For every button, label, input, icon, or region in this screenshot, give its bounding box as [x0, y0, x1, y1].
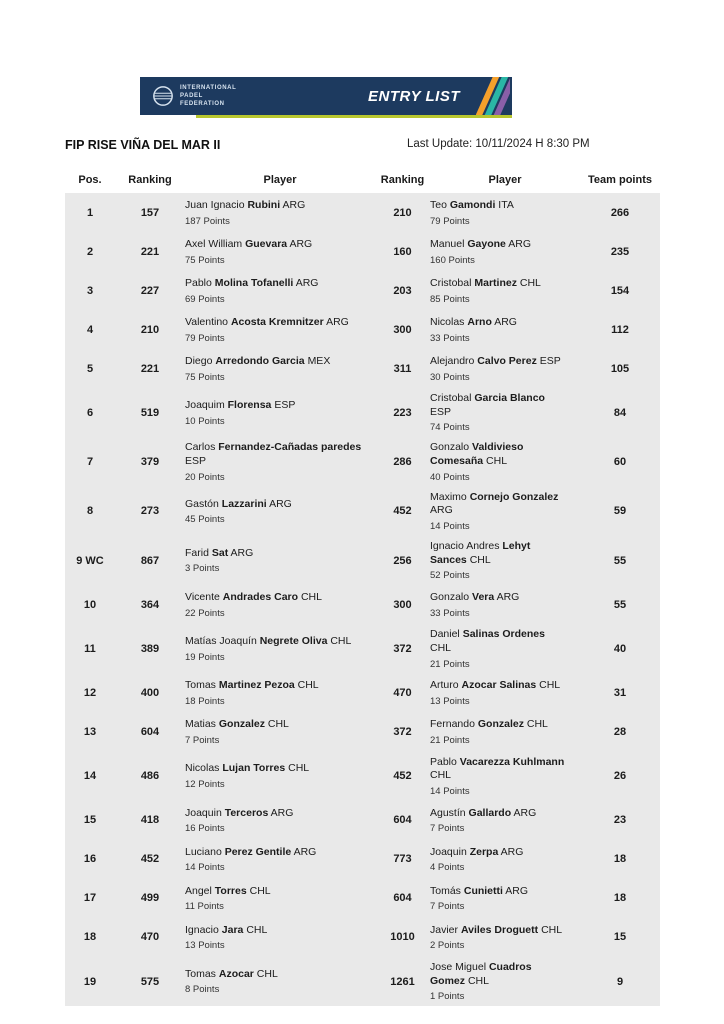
player-2-points: 7 Points [430, 823, 465, 835]
player-1-points: 18 Points [185, 695, 225, 707]
position-cell: 2 [86, 245, 94, 258]
player-2-name: Javier Aviles Droguett CHL [430, 923, 563, 936]
player-cell-1 [185, 399, 375, 427]
table-row [65, 193, 660, 232]
team-points-cell: 28 [613, 726, 627, 739]
ranking-cell-2: 256 [393, 554, 412, 567]
team-points-cell: 26 [613, 770, 627, 783]
ranking-cell-1: 273 [140, 505, 160, 518]
player-1-name: Vicente Andrades Caro CHL [185, 590, 322, 603]
ranking-cell-2: 604 [393, 892, 412, 905]
player-2-points: 14 Points [430, 785, 470, 797]
player-cell-2 [430, 277, 580, 305]
team-points-cell: 31 [613, 687, 627, 700]
player-2-points: 74 Points [430, 422, 470, 434]
player-1-name: Matías Joaquín Negrete Oliva CHL [185, 635, 352, 648]
table-row [65, 752, 660, 801]
player-2-points: 13 Points [430, 695, 470, 707]
table-row [65, 879, 660, 918]
logo-line-2: PADEL [180, 92, 203, 99]
ranking-cell-2: 160 [393, 245, 412, 258]
position-cell: 11 [84, 642, 96, 655]
player-1-name: Pablo Molina Tofanelli ARG [185, 276, 319, 289]
ranking-cell-2: 203 [393, 284, 412, 297]
player-1-points: 12 Points [185, 779, 225, 791]
player-cell-1 [185, 679, 375, 707]
logo-line-3: FEDERATION [180, 101, 225, 108]
player-cell-1 [185, 635, 375, 663]
player-cell-1 [185, 355, 375, 383]
col-header-player-1: Player [263, 174, 297, 186]
ranking-cell-1: 486 [140, 770, 160, 783]
team-points-cell: 18 [613, 892, 627, 905]
position-cell: 5 [86, 362, 94, 375]
team-points-cell: 112 [611, 323, 629, 336]
last-update: Last Update: 10/11/2024 H 8:30 PM [407, 138, 590, 150]
player-cell-1 [185, 277, 375, 305]
ranking-cell-2: 1261 [390, 975, 415, 988]
player-2-points: 2 Points [430, 940, 465, 952]
player-2-name: Jose Miguel Cuadros Gomez CHL [430, 960, 532, 987]
player-cell-1 [185, 591, 375, 619]
ranking-cell-2: 372 [393, 726, 412, 739]
player-1-name: Ignacio Jara CHL [185, 923, 268, 936]
player-1-name: Diego Arredondo Garcia MEX [185, 354, 331, 367]
ranking-cell-2: 452 [393, 505, 412, 518]
table-row [65, 536, 660, 585]
player-1-points: 19 Points [185, 651, 225, 663]
team-points-cell: 15 [613, 931, 627, 944]
player-1-points: 20 Points [185, 471, 225, 483]
ipf-logo [140, 84, 236, 108]
position-cell: 6 [86, 406, 94, 419]
player-2-points: 33 Points [430, 607, 470, 619]
ranking-cell-1: 221 [140, 362, 160, 375]
player-1-points: 75 Points [185, 371, 225, 383]
table-row [65, 801, 660, 840]
player-cell-1 [185, 968, 375, 996]
ranking-cell-2: 470 [393, 687, 412, 700]
ranking-cell-2: 604 [393, 814, 412, 827]
team-points-cell: 235 [610, 245, 630, 258]
player-2-points: 52 Points [430, 570, 470, 582]
table-body [65, 193, 660, 1006]
ranking-cell-2: 452 [393, 770, 412, 783]
player-1-points: 75 Points [185, 254, 225, 266]
table-row [65, 918, 660, 957]
player-cell-1 [185, 441, 375, 482]
player-cell-2 [430, 924, 580, 952]
ranking-cell-2: 286 [393, 456, 412, 469]
position-cell: 9 WC [76, 554, 104, 567]
position-cell: 1 [86, 206, 94, 219]
ranking-cell-2: 210 [393, 206, 412, 219]
player-1-name: Axel William Guevara ARG [185, 237, 313, 250]
player-1-points: 187 Points [185, 215, 230, 227]
ranking-cell-1: 157 [140, 206, 160, 219]
player-2-name: Daniel Salinas Ordenes CHL [430, 628, 545, 654]
position-cell: 4 [86, 323, 94, 336]
position-cell: 14 [83, 770, 97, 783]
banner-stripes-decoration [476, 77, 510, 115]
player-2-points: 30 Points [430, 371, 470, 383]
team-points-cell: 105 [610, 362, 630, 375]
player-2-name: Pablo Vacarezza Kuhlmann CHL [430, 755, 565, 782]
player-cell-2 [430, 441, 580, 482]
player-2-points: 79 Points [430, 215, 470, 227]
ipf-logo-text [180, 84, 236, 108]
player-1-points: 3 Points [185, 563, 220, 575]
player-1-points: 8 Points [185, 984, 220, 996]
player-2-name: Fernando Gonzalez CHL [430, 718, 548, 731]
player-1-name: Joaquin Terceros ARG [185, 806, 294, 819]
table-row [65, 232, 660, 271]
player-1-name: Carlos Fernandez-Cañadas paredes ESP [185, 441, 362, 468]
ranking-cell-2: 300 [393, 323, 412, 336]
table-row [65, 487, 660, 536]
player-2-name: Arturo Azocar Salinas CHL [430, 679, 561, 692]
player-2-points: 160 Points [430, 254, 475, 266]
player-1-name: Juan Ignacio Rubini ARG [185, 198, 306, 211]
player-cell-2 [430, 591, 580, 619]
ranking-cell-2: 311 [393, 362, 412, 375]
player-2-name: Joaquin Zerpa ARG [430, 845, 524, 858]
player-cell-1 [185, 199, 375, 227]
player-cell-2 [430, 392, 580, 433]
player-cell-2 [430, 491, 580, 532]
player-2-name: Manuel Gayone ARG [430, 237, 531, 250]
player-1-points: 45 Points [185, 514, 225, 526]
col-header-player-2: Player [488, 174, 522, 186]
player-2-name: Agustín Gallardo ARG [430, 806, 537, 819]
ranking-cell-1: 499 [140, 892, 160, 905]
player-2-name: Tomás Cunietti ARG [430, 884, 529, 897]
player-cell-1 [185, 924, 375, 952]
team-points-cell: 40 [613, 642, 627, 655]
player-2-points: 1 Points [430, 991, 465, 1003]
player-cell-1 [185, 718, 375, 746]
team-points-cell: 55 [613, 598, 627, 611]
ranking-cell-1: 452 [140, 853, 160, 866]
table-row [65, 840, 660, 879]
player-2-points: 85 Points [430, 293, 470, 305]
player-1-name: Farid Sat ARG [185, 546, 254, 559]
table-row [65, 388, 660, 437]
player-2-name: Maximo Cornejo Gonzalez ARG [430, 490, 559, 517]
ranking-cell-2: 773 [393, 853, 412, 866]
team-points-cell: 18 [613, 853, 627, 866]
player-2-name: Nicolas Arno ARG [430, 315, 517, 328]
player-2-points: 21 Points [430, 658, 470, 670]
position-cell: 18 [83, 931, 97, 944]
player-cell-1 [185, 807, 375, 835]
team-points-cell: 23 [613, 814, 627, 827]
player-1-points: 10 Points [185, 415, 225, 427]
team-points-cell: 84 [613, 406, 627, 419]
player-2-points: 21 Points [430, 734, 470, 746]
player-2-name: Ignacio Andres Lehyt Sances CHL [430, 540, 531, 566]
player-1-name: Valentino Acosta Kremnitzer ARG [185, 315, 349, 328]
player-1-name: Angel Torres CHL [185, 884, 271, 897]
position-cell: 16 [83, 853, 97, 866]
player-cell-2 [430, 238, 580, 266]
player-cell-2 [430, 355, 580, 383]
player-cell-2 [430, 846, 580, 874]
ranking-cell-1: 364 [140, 598, 160, 611]
event-title: FIP RISE VIÑA DEL MAR II [65, 138, 221, 152]
col-header-ranking-2: Ranking [380, 174, 425, 186]
player-cell-1 [185, 846, 375, 874]
position-cell: 17 [83, 892, 97, 905]
entry-list-title: ENTRY LIST [368, 87, 460, 105]
position-cell: 15 [83, 814, 97, 827]
player-2-name: Teo Gamondi ITA [430, 198, 514, 211]
position-cell: 12 [83, 687, 97, 700]
player-cell-1 [185, 762, 375, 790]
player-1-name: Matias Gonzalez CHL [185, 718, 289, 731]
player-1-points: 69 Points [185, 293, 225, 305]
player-cell-2 [430, 679, 580, 707]
player-1-points: 11 Points [185, 901, 224, 913]
player-cell-1 [185, 316, 375, 344]
ranking-cell-1: 575 [140, 975, 160, 988]
player-cell-1 [185, 238, 375, 266]
position-cell: 3 [86, 284, 94, 297]
ranking-cell-1: 210 [140, 323, 160, 336]
player-2-name: Cristobal Garcia Blanco ESP [430, 392, 545, 418]
player-cell-2 [430, 628, 580, 669]
player-cell-1 [185, 547, 375, 575]
player-cell-1 [185, 885, 375, 913]
padel-ball-icon [152, 85, 174, 107]
player-1-name: Luciano Perez Gentile ARG [185, 845, 317, 858]
position-cell: 7 [86, 456, 94, 469]
ranking-cell-2: 372 [393, 642, 412, 655]
player-2-points: 4 Points [430, 862, 465, 874]
player-1-name: Joaquim Florensa ESP [185, 399, 296, 411]
ranking-cell-1: 221 [140, 245, 160, 258]
team-points-cell: 59 [613, 505, 627, 518]
position-cell: 10 [83, 598, 97, 611]
team-points-cell: 9 [616, 975, 624, 988]
table-row [65, 271, 660, 310]
table-header [65, 170, 660, 193]
banner-underline [196, 115, 512, 118]
ranking-cell-1: 400 [140, 687, 160, 700]
player-cell-2 [430, 961, 580, 1002]
ranking-cell-1: 227 [140, 284, 160, 297]
team-points-cell: 154 [610, 284, 630, 297]
player-cell-2 [430, 199, 580, 227]
table-row [65, 585, 660, 624]
ipf-banner [140, 77, 512, 115]
player-2-name: Gonzalo Vera ARG [430, 590, 520, 603]
ranking-cell-1: 389 [140, 642, 160, 655]
player-cell-2 [430, 756, 580, 797]
col-header-pos: Pos. [78, 174, 102, 186]
ranking-cell-1: 519 [140, 406, 160, 419]
table-row [65, 624, 660, 673]
ranking-cell-1: 604 [140, 726, 160, 739]
ranking-cell-2: 223 [393, 406, 412, 419]
player-1-points: 22 Points [185, 607, 225, 619]
ranking-cell-1: 867 [140, 554, 160, 567]
player-cell-2 [430, 316, 580, 344]
player-1-points: 16 Points [185, 823, 225, 835]
ranking-cell-2: 1010 [390, 931, 415, 944]
player-1-name: Gastón Lazzarini ARG [185, 497, 292, 510]
player-1-name: Tomas Martinez Pezoa CHL [185, 679, 319, 692]
logo-line-1: INTERNATIONAL [180, 84, 237, 91]
player-2-name: Alejandro Calvo Perez ESP [430, 354, 561, 367]
table-row [65, 310, 660, 349]
ranking-cell-1: 470 [140, 931, 160, 944]
ranking-cell-1: 379 [140, 456, 160, 469]
player-1-name: Nicolas Lujan Torres CHL [185, 762, 310, 775]
table-row [65, 349, 660, 388]
team-points-cell: 55 [613, 554, 627, 567]
ranking-cell-2: 300 [393, 598, 412, 611]
position-cell: 19 [83, 975, 97, 988]
ranking-cell-1: 418 [140, 814, 160, 827]
table-row [65, 957, 660, 1006]
entry-table [65, 170, 660, 1006]
position-cell: 13 [83, 726, 97, 739]
player-1-points: 79 Points [185, 332, 225, 344]
player-cell-2 [430, 540, 580, 581]
player-1-points: 13 Points [185, 940, 225, 952]
table-row [65, 674, 660, 713]
player-cell-1 [185, 498, 375, 526]
player-cell-2 [430, 885, 580, 913]
player-2-points: 7 Points [430, 901, 465, 913]
col-header-ranking-1: Ranking [128, 174, 172, 186]
table-row [65, 437, 660, 486]
col-header-team-points: Team points [588, 174, 652, 186]
team-points-cell: 266 [610, 206, 630, 219]
player-cell-2 [430, 807, 580, 835]
player-1-name: Tomas Azocar CHL [185, 967, 278, 980]
player-2-name: Gonzalo Valdivieso Comesaña CHL [430, 441, 524, 468]
position-cell: 8 [86, 505, 94, 518]
player-2-points: 33 Points [430, 332, 470, 344]
player-2-points: 14 Points [430, 521, 470, 533]
team-points-cell: 60 [613, 456, 627, 469]
table-row [65, 713, 660, 752]
player-2-points: 40 Points [430, 471, 470, 483]
player-cell-2 [430, 718, 580, 746]
player-2-name: Cristobal Martinez CHL [430, 276, 541, 289]
player-1-points: 7 Points [185, 734, 220, 746]
player-1-points: 14 Points [185, 862, 225, 874]
